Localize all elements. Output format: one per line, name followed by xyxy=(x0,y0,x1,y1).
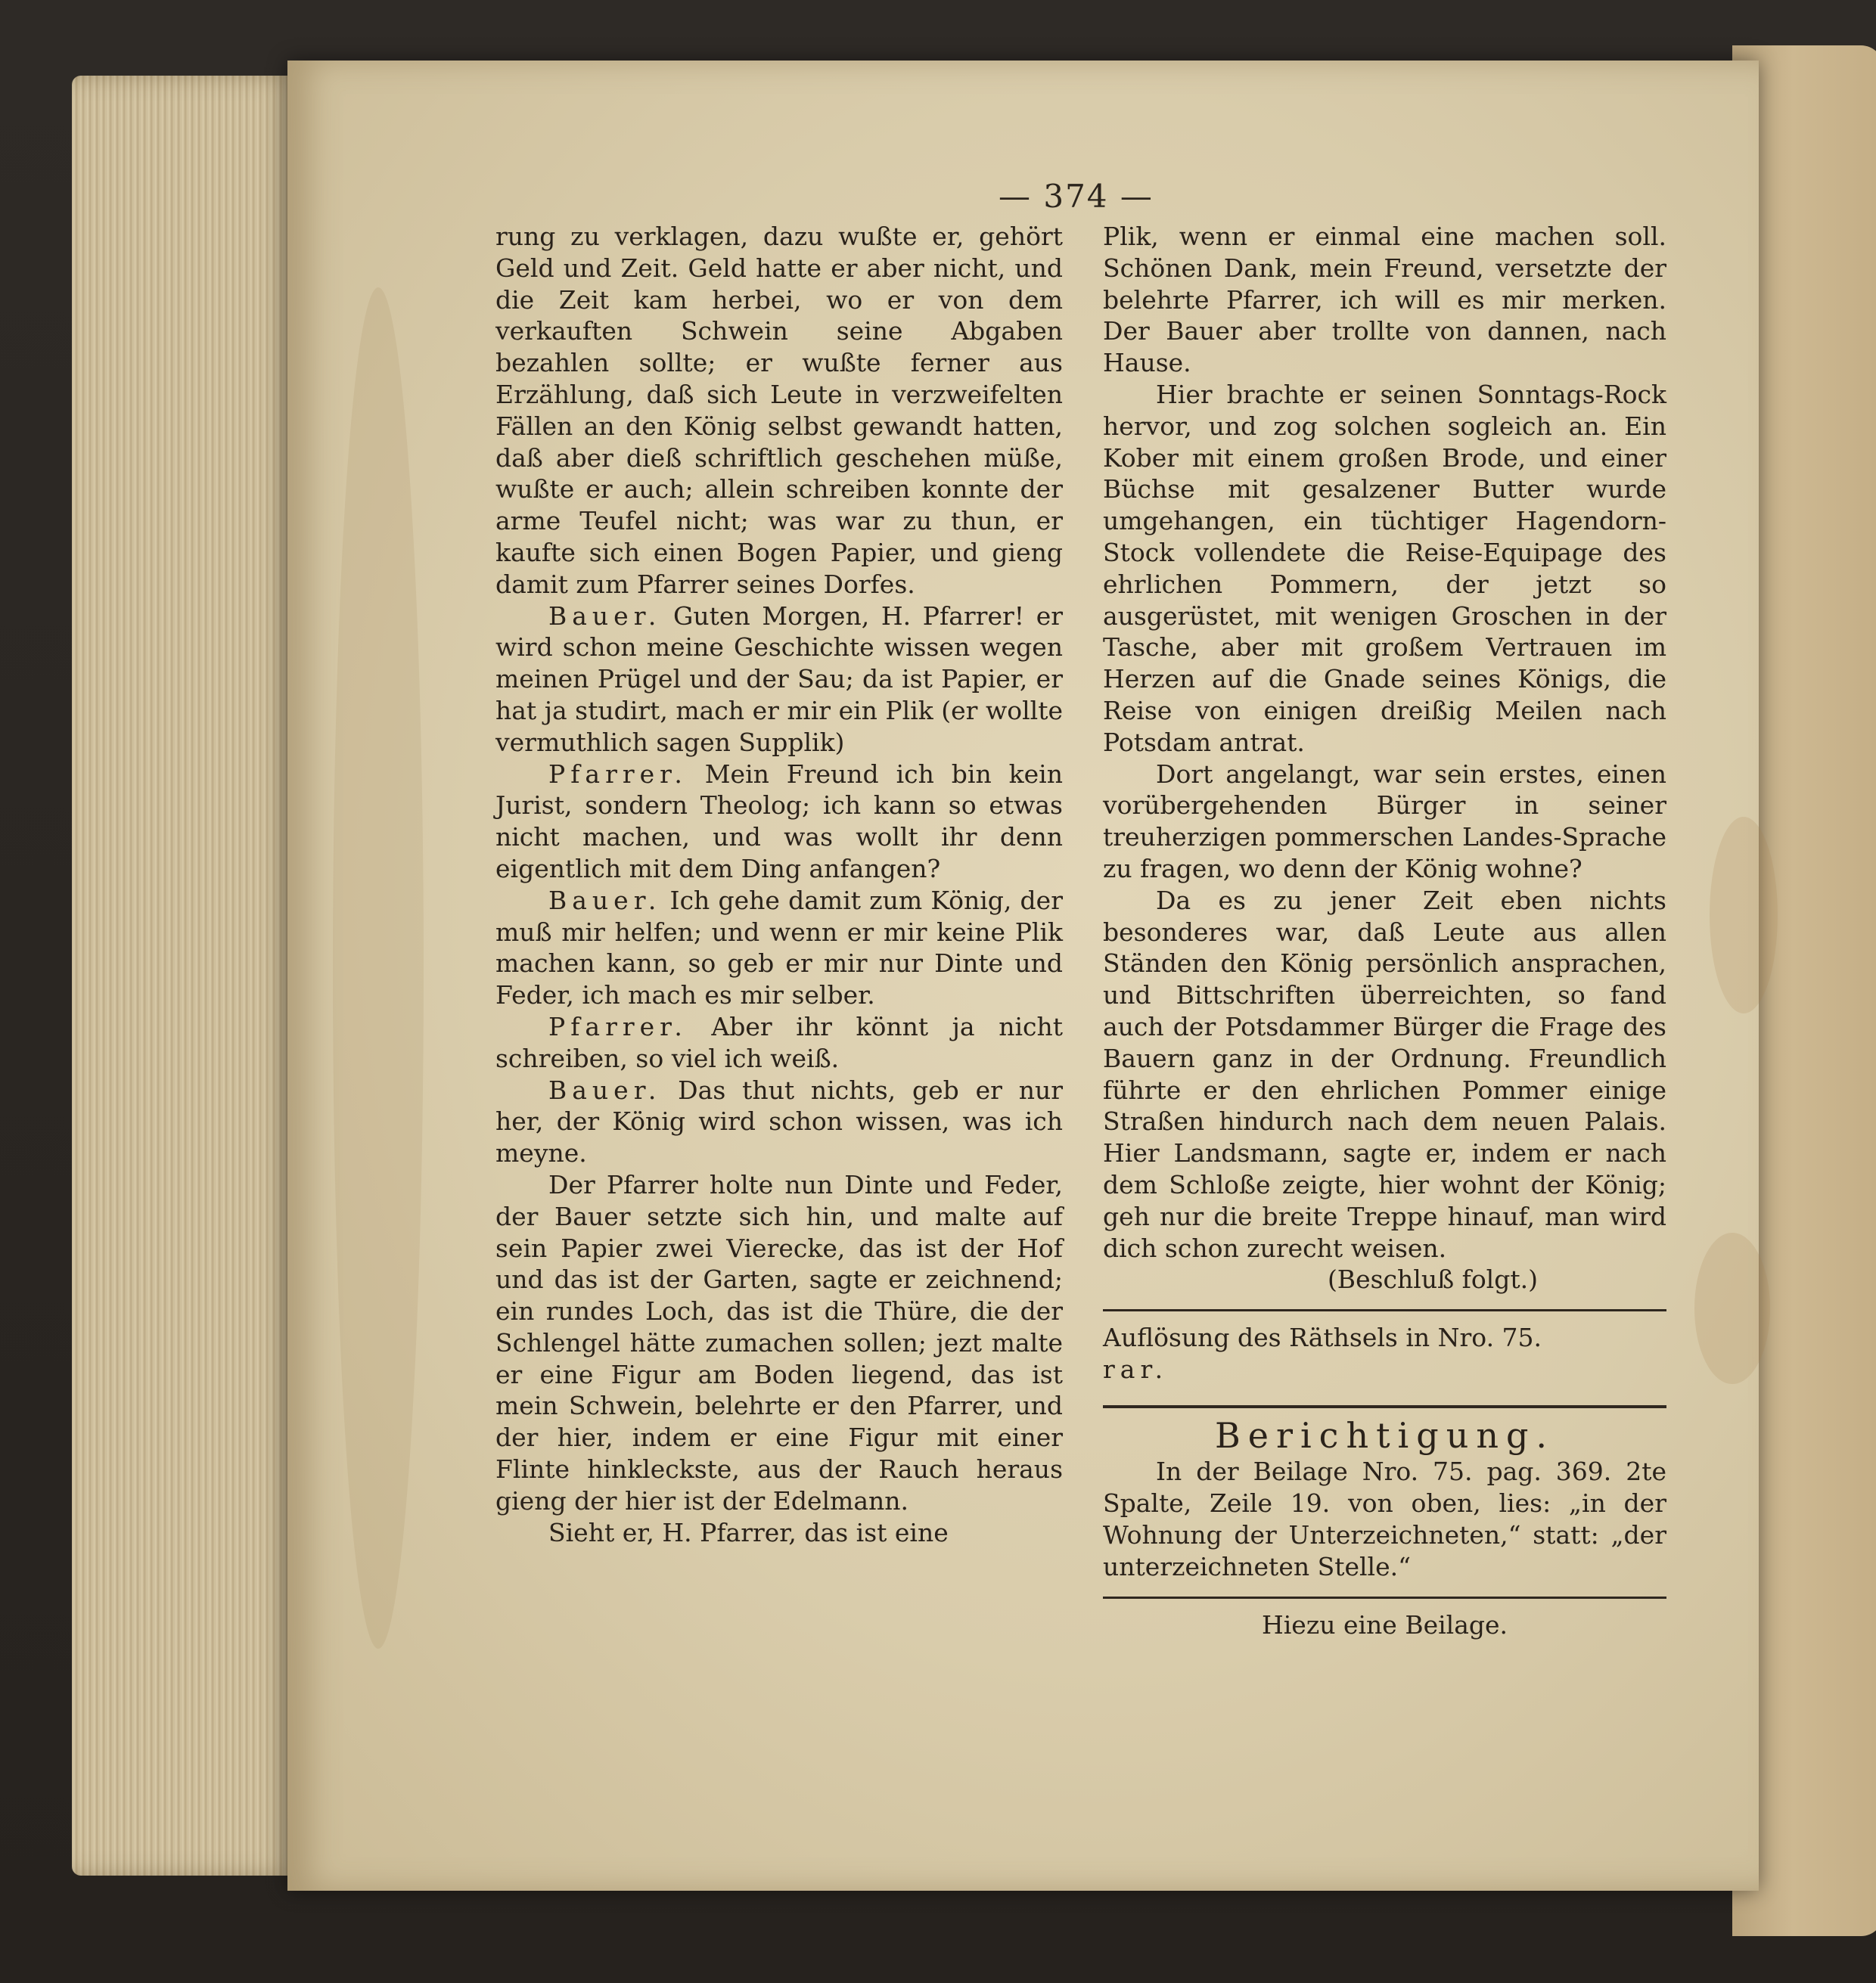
dialogue-paragraph xyxy=(495,1075,1063,1169)
dialogue-text: Mein Freund ich bin kein Jurist, sondern Theolog; ich kann so etwas nicht machen, und was wollt ihr denn eigentlich mit dem Ding anfangen? xyxy=(495,759,1063,883)
gutter-shadow xyxy=(333,287,424,1649)
paragraph: Sieht er, H. Pfarrer, das ist eine xyxy=(548,1517,949,1547)
paragraph: rung zu verklagen, dazu wußte er, gehört Geld und Zeit. Geld hatte er aber nicht, und die Zeit kam herbei, wo er von dem verkauften Schwein seine Abgaben bezahlen sollte; er wußte ferner aus Erzählung, daß sich Leute in verzweifelten Fällen an den König selbst gewandt hatten, daß aber dieß schriftlich geschehen müße, wußte er auch; allein schreiben konnte der arme Teufel nicht; was war zu thun, er kaufte sich einen Bogen Papier, und gieng damit zum Pfarrer seines Dorfes. xyxy=(495,222,1063,599)
book-page-edges xyxy=(72,76,299,1876)
paragraph: Hier brachte er seinen Sonntags-Rock hervor, und zog solchen sogleich an. Ein Kober mit einem großen Brode, und einer Büchse mit gesalzener Butter wurde umgehangen, ein tüchtiger Hagendorn-Stock vollendete die Reise-Equipage des ehrlichen Pommern, der jetzt so ausgerüstet, mit wenigen Groschen in der Tasche, aber mit großem Vertrauen im Herzen auf die Gnade seines Königs, die Reise von einigen dreißig Meilen nach Potsdam antrat. xyxy=(1103,379,1666,757)
supplement-note: Hiezu eine Beilage. xyxy=(1261,1609,1508,1640)
dialogue-paragraph xyxy=(495,1011,1063,1075)
dialogue-text: Aber ihr könnt ja nicht schreiben, so viel ich weiß. xyxy=(495,1011,1063,1073)
paper-stain xyxy=(1694,1233,1770,1384)
speaker-label: Pfarrer. xyxy=(548,1011,688,1041)
dialogue-paragraph xyxy=(495,885,1063,1011)
speaker-label: Bauer. xyxy=(548,885,662,915)
paper-stain xyxy=(1710,817,1778,1013)
riddle-solution-title: Auflösung des Räthsels in Nro. 75. xyxy=(1103,1323,1542,1353)
paragraph: Da es zu jener Zeit eben nichts besonderes war, daß Leute aus allen Ständen den König persönlich ansprachen, und Bittschriften überreichten, so fand auch der Potsdammer Bürger die Frage des Bauern ganz in der Ordnung. Freundlich führte er den ehrlichen Pommer einige Straßen hindurch nach dem neuen Palais. Hier Landsmann, sagte er, indem er nach dem Schloße zeigte, hier wohnt der König; geh nur die breite Treppe hinauf, man wird dich schon zurecht weisen. xyxy=(1103,885,1666,1263)
dialogue-paragraph xyxy=(495,600,1063,759)
section-divider xyxy=(1103,1309,1666,1311)
left-text-column xyxy=(495,221,1063,1548)
speaker-label: Pfarrer. xyxy=(548,759,688,789)
paragraph: Plik, wenn er einmal eine machen soll. Schönen Dank, mein Freund, versetzte der belehrte Pfarrer, ich will es mir merken. Der Bauer aber trollte von dannen, nach Hause. xyxy=(1103,222,1666,378)
continuation-note: (Beschluß folgt.) xyxy=(1327,1265,1538,1295)
dialogue-text: Das thut nichts, geb er nur her, der König wird schon wissen, was ich meyne. xyxy=(495,1075,1063,1168)
speaker-label: Bauer. xyxy=(548,1075,662,1105)
riddle-solution-answer: rar. xyxy=(1103,1354,1169,1384)
paragraph: Der Pfarrer holte nun Dinte und Feder, der Bauer setzte sich hin, und malte auf sein Papier zwei Vierecke, das ist der Hof und das ist der Garten, sagte er zeichnend; ein rundes Loch, das ist die Thüre, die der Schlengel hätte zumachen sollen; jezt malte er eine Figur am Boden liegend, das ist mein Schwein, belehrte er den Pfarrer, und der hier, indem er eine Figur mit einer Flinte hinkleckste, aus der Rauch heraus gieng der hier ist der Edelmann. xyxy=(495,1169,1063,1516)
correction-heading: Berichtigung. xyxy=(1214,1414,1555,1456)
dialogue-text: Guten Morgen, H. Pfarrer! er wird schon meine Geschichte wissen wegen meinen Prügel und der Sau; da ist Papier, er hat ja studirt, mach er mir ein Plik (er wollte vermuthlich sagen Supplik) xyxy=(495,600,1063,757)
dialogue-paragraph xyxy=(495,759,1063,885)
paragraph: Dort angelangt, war sein erstes, einen vorübergehenden Bürger in seiner treuherzigen pommerschen Landes-Sprache zu fragen, wo denn der König wohne? xyxy=(1103,759,1666,883)
speaker-label: Bauer. xyxy=(548,600,662,631)
section-divider xyxy=(1103,1405,1666,1408)
correction-text: In der Beilage Nro. 75. pag. 369. 2te Spalte, Zeile 19. von oben, lies: „in der Wohnung der Unterzeichneten,“ statt: „der unterzeichneten Stelle.“ xyxy=(1103,1457,1666,1581)
right-text-column xyxy=(1103,221,1666,1640)
page-number: — 374 — xyxy=(999,178,1154,215)
dialogue-text: Ich gehe damit zum König, der muß mir helfen; und wenn er mir keine Plik machen kann, so geb er mir nur Dinte und Feder, ich mach es mir selber. xyxy=(495,885,1063,1010)
section-divider xyxy=(1103,1597,1666,1599)
